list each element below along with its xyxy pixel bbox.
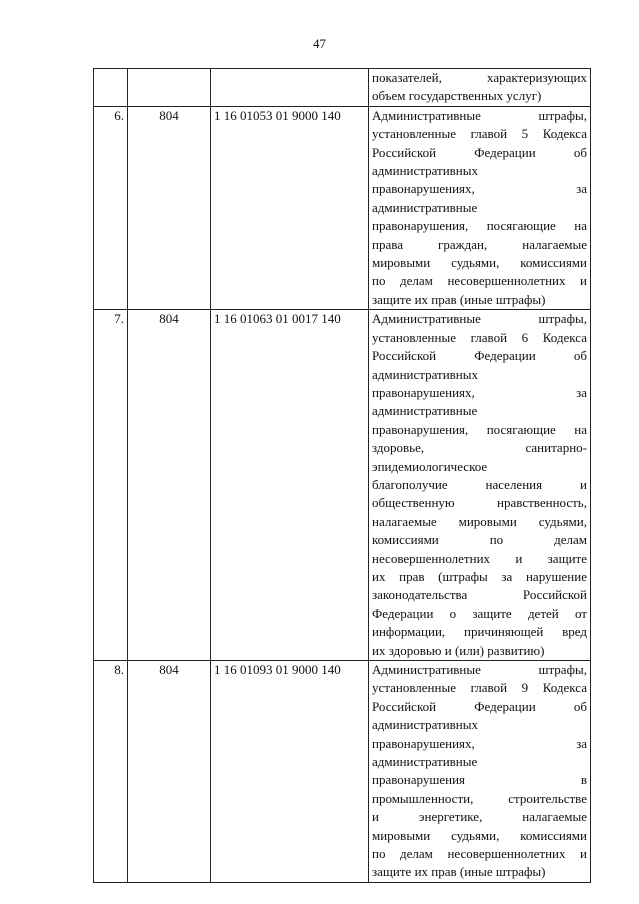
description-line: правонарушения, посягающие на [372,421,587,437]
description-line: правонарушения в [372,772,587,788]
row-number-cell: 7. [94,310,128,661]
description-line: эпидемиологическое [372,458,488,474]
description-line: мировыми судьями, комиссиями [372,255,587,271]
description-line: правонарушениях, за [372,735,587,751]
description-line: комиссиями по делам [372,532,587,548]
description-line: административных [372,366,478,382]
description-line: правонарушения, посягающие на [372,218,587,234]
description-line: Административные штрафы, [372,107,587,123]
description-line: мировыми судьями, комиссиями [372,827,587,843]
description-cell [369,69,591,107]
row-number-cell: 8. [94,661,128,883]
description-line: защите их прав (иные штрафы) [372,864,546,880]
table-row [94,310,591,661]
description-line: общественную нравственность, [372,495,587,511]
description-line: Российской Федерации об [372,348,587,364]
budget-classification-code-cell [211,69,369,107]
description-cell [369,310,591,661]
description-line: и энергетике, налагаемые [372,809,587,825]
table-body [94,69,591,883]
row-number-cell: 6. [94,106,128,309]
description-line: несовершеннолетних и защите [372,550,587,566]
description-line: их прав (штрафы за нарушение [372,568,587,584]
description-line: защите их прав (иные штрафы) [372,291,546,307]
description-line: промышленности, строительстве [372,790,587,806]
description-cell [369,661,591,883]
description-line: Федерации о защите детей от [372,605,587,621]
description-line: административные [372,199,478,215]
description-line: административных [372,163,478,179]
admin-code-cell [128,69,211,107]
description-line: права граждан, налагаемые [372,236,587,252]
admin-code-cell: 804 [128,310,211,661]
description-line: установленные главой 5 Кодекса [372,126,587,142]
description-line: Административные штрафы, [372,311,587,327]
description-line: информации, причиняющей вред [372,624,587,640]
table-row [94,106,591,309]
budget-classification-code-cell: 1 16 01063 01 0017 140 [211,310,369,661]
budget-classification-code-cell: 1 16 01053 01 9000 140 [211,106,369,309]
table-row [94,69,591,107]
description-line: налагаемые мировыми судьями, [372,513,587,529]
description-line: Административные штрафы, [372,662,587,677]
description-line: Российской Федерации об [372,698,587,714]
description-line: административные [372,754,478,770]
description-line: административных [372,717,478,733]
description-line: здоровье, санитарно- [372,440,587,456]
description-line: законодательства Российской [372,587,587,603]
budget-codes-table [93,68,591,883]
description-line: объем государственных услуг) [372,88,542,104]
row-number-cell [94,69,128,107]
description-line: правонарушениях, за [372,384,587,400]
table-row [94,661,591,883]
description-line: по делам несовершеннолетних и [372,273,587,289]
description-cell [369,106,591,309]
description-line: установленные главой 9 Кодекса [372,680,587,696]
description-line: административные [372,403,478,419]
budget-classification-code-cell: 1 16 01093 01 9000 140 [211,661,369,883]
description-line: установленные главой 6 Кодекса [372,329,587,345]
description-line: Российской Федерации об [372,144,587,160]
description-line: их здоровью и (или) развитию) [372,642,545,658]
description-line: показателей, характеризующих [372,70,587,85]
admin-code-cell: 804 [128,106,211,309]
description-line: правонарушениях, за [372,181,587,197]
description-line: благополучие населения и [372,476,587,492]
admin-code-cell: 804 [128,661,211,883]
page-number: 47 [313,36,326,51]
description-line: по делам несовершеннолетних и [372,846,587,862]
